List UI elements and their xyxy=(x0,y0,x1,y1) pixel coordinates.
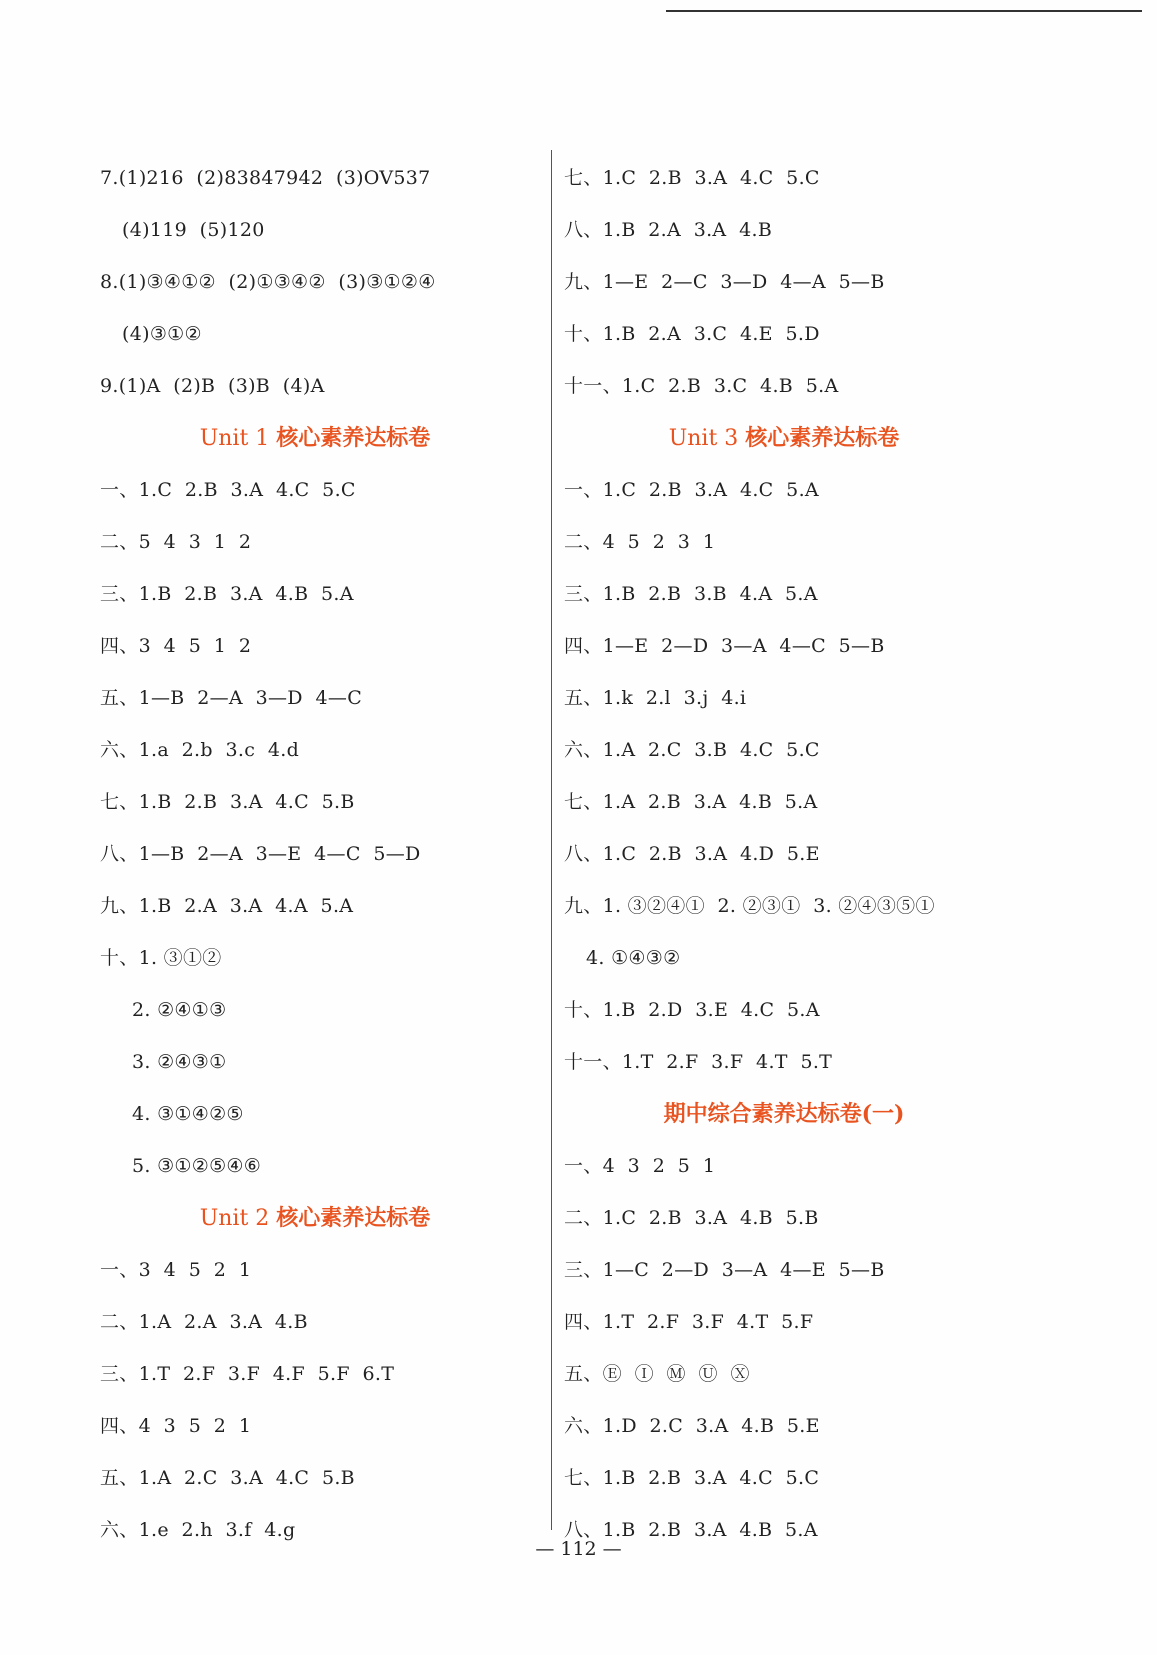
answer-line: 五、1.A 2.C 3.A 4.C 5.B xyxy=(100,1467,355,1489)
answer-line: 二、5 4 3 1 2 xyxy=(100,531,252,553)
answer-line: 三、1.T 2.F 3.F 4.F 5.F 6.T xyxy=(100,1363,395,1385)
answer-line: 三、1.B 2.B 3.A 4.B 5.A xyxy=(100,583,354,605)
answer-line: 四、3 4 5 1 2 xyxy=(100,635,252,657)
right-column xyxy=(564,152,1004,1556)
section-title-unit3: Unit 3 核心素养达标卷 xyxy=(668,425,900,451)
section-title-midterm: 期中综合素养达标卷(一) xyxy=(663,1101,905,1127)
answer-line: 二、1.A 2.A 3.A 4.B xyxy=(100,1311,308,1333)
left-column xyxy=(100,152,530,1556)
answer-line: 7.(1)216 (2)83847942 (3)OV537 xyxy=(100,167,431,189)
answer-line: 二、1.C 2.B 3.A 4.B 5.B xyxy=(564,1207,819,1229)
answer-line: 一、3 4 5 2 1 xyxy=(100,1259,252,1281)
answer-line: 5. ③①②⑤④⑥ xyxy=(132,1155,262,1177)
answer-line: 二、4 5 2 3 1 xyxy=(564,531,716,553)
answer-line: 四、4 3 5 2 1 xyxy=(100,1415,252,1437)
answer-line: 4. ①④③② xyxy=(586,947,681,969)
answer-line: 五、1.k 2.l 3.j 4.i xyxy=(564,687,747,709)
answer-line: 七、1.A 2.B 3.A 4.B 5.A xyxy=(564,791,818,813)
answer-line: 一、1.C 2.B 3.A 4.C 5.C xyxy=(100,479,356,501)
answer-group-continued xyxy=(100,152,530,412)
answer-line: 八、1.C 2.B 3.A 4.D 5.E xyxy=(564,843,820,865)
answer-line: 9.(1)A (2)B (3)B (4)A xyxy=(100,375,325,397)
answer-line: 一、1.C 2.B 3.A 4.C 5.A xyxy=(564,479,819,501)
answer-line: 2. ②④①③ xyxy=(132,999,227,1021)
answer-line: 十、1.B 2.A 3.C 4.E 5.D xyxy=(564,323,820,345)
answer-line: 七、1.B 2.B 3.A 4.C 5.C xyxy=(564,1467,820,1489)
answer-line: 十一、1.C 2.B 3.C 4.B 5.A xyxy=(564,375,839,397)
answer-line: (4)119 (5)120 xyxy=(122,219,265,241)
answer-line: 七、1.B 2.B 3.A 4.C 5.B xyxy=(100,791,355,813)
answer-line: 四、1—E 2—D 3—A 4—C 5—B xyxy=(564,635,885,657)
answer-line: 五、1—B 2—A 3—D 4—C xyxy=(100,687,363,709)
answer-line: 八、1.B 2.B 3.A 4.B 5.A xyxy=(564,1519,818,1541)
answer-line: 十一、1.T 2.F 3.F 4.T 5.T xyxy=(564,1051,833,1073)
answer-line: 九、1. ③②④① 2. ②③① 3. ②④③⑤① xyxy=(564,895,935,917)
answer-line: 3. ②④③① xyxy=(132,1051,227,1073)
answer-group-unit2 xyxy=(100,1244,530,1556)
answer-line: 三、1—C 2—D 3—A 4—E 5—B xyxy=(564,1259,885,1281)
answer-line: 六、1.D 2.C 3.A 4.B 5.E xyxy=(564,1415,820,1437)
answer-line: (4)③①② xyxy=(122,323,202,345)
answer-line: 4. ③①④②⑤ xyxy=(132,1103,244,1125)
section-title-unit2: Unit 2 核心素养达标卷 xyxy=(199,1205,431,1231)
answer-group-midterm xyxy=(564,1140,1004,1556)
answer-group-unit1 xyxy=(100,464,530,1192)
answer-line: 六、1.e 2.h 3.f 4.g xyxy=(100,1519,296,1541)
header-rule xyxy=(666,10,1142,12)
answer-line: 十、1. ③①② xyxy=(100,947,222,969)
answer-line: 五、Ⓔ Ⓘ Ⓜ Ⓤ Ⓧ xyxy=(564,1363,750,1385)
answer-line: 八、1.B 2.A 3.A 4.B xyxy=(564,219,773,241)
answer-line: 七、1.C 2.B 3.A 4.C 5.C xyxy=(564,167,820,189)
answer-line: 8.(1)③④①② (2)①③④② (3)③①②④ xyxy=(100,271,436,293)
answer-line: 十、1.B 2.D 3.E 4.C 5.A xyxy=(564,999,820,1021)
answer-line: 六、1.a 2.b 3.c 4.d xyxy=(100,739,300,761)
answer-line: 三、1.B 2.B 3.B 4.A 5.A xyxy=(564,583,818,605)
answer-group-unit2-continued xyxy=(564,152,1004,412)
answer-group-unit3 xyxy=(564,464,1004,1088)
answer-line: 九、1—E 2—C 3—D 4—A 5—B xyxy=(564,271,885,293)
answer-line: 九、1.B 2.A 3.A 4.A 5.A xyxy=(100,895,354,917)
page-number: — 112 — xyxy=(535,1538,622,1560)
answer-line: 一、4 3 2 5 1 xyxy=(564,1155,716,1177)
answer-line: 八、1—B 2—A 3—E 4—C 5—D xyxy=(100,843,421,865)
section-title-unit1: Unit 1 核心素养达标卷 xyxy=(199,425,431,451)
column-divider xyxy=(551,150,552,1530)
answer-line: 四、1.T 2.F 3.F 4.T 5.F xyxy=(564,1311,814,1333)
answer-line: 六、1.A 2.C 3.B 4.C 5.C xyxy=(564,739,820,761)
